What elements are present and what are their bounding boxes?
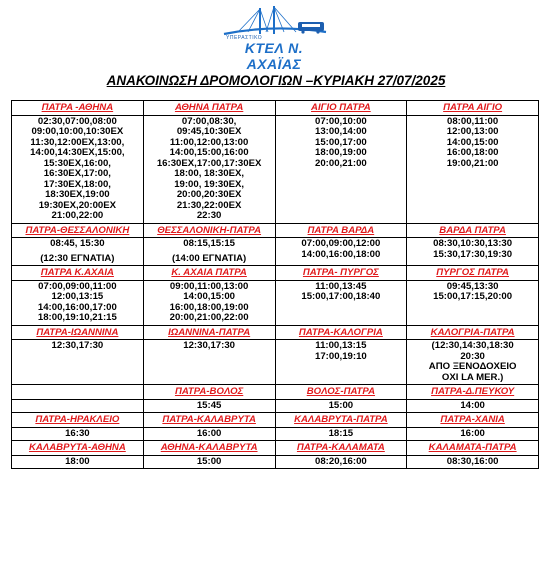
departure-time-line: 18:00 bbox=[65, 455, 90, 467]
route-header-row bbox=[12, 413, 539, 428]
departure-time-line: 08:45, 15:30 bbox=[50, 238, 105, 249]
departure-time-line: 14:00,16:00,18:00 bbox=[301, 248, 381, 260]
departure-time-line: 20:30 bbox=[460, 350, 485, 362]
departure-time-line: 07:00,09:00,12:00 bbox=[301, 238, 381, 249]
departure-time-line: 15:30ΕΧ,16:00, bbox=[43, 157, 111, 169]
route-name: ΠΑΤΡΑ-ΗΡΑΚΛΕΙΟ bbox=[12, 413, 144, 428]
departure-time-line: 14:00,15:00 bbox=[446, 136, 499, 148]
departure-times-cell bbox=[407, 238, 539, 266]
departure-time-line: 08:30,10:30,13:30 bbox=[433, 238, 513, 249]
departure-time-line: 08:15,15:15 bbox=[183, 238, 235, 249]
departure-times-row bbox=[12, 238, 539, 266]
departure-times-row bbox=[12, 455, 539, 469]
departure-time-line: 15:00 bbox=[196, 455, 222, 467]
route-name: ΚΑΛΟΓΡΙΑ-ΠΑΤΡΑ bbox=[407, 325, 539, 340]
departure-times-cell bbox=[143, 280, 275, 325]
announcement-title: ΑΝΑΚΟΙΝΩΣΗ ΔΡΟΜΟΛΟΓΙΩΝ –ΚΥΡΙΑΚΗ 27/07/2025 bbox=[106, 73, 446, 88]
departure-times-cell bbox=[12, 340, 144, 385]
brand-name: ΚΤΕΛ Ν. ΑΧΑΪΑΣ bbox=[244, 40, 304, 72]
departure-time-line: (14:00 ΕΓΝΑΤΙΑ) bbox=[171, 252, 247, 264]
departure-time-line: 15:00 bbox=[328, 399, 354, 411]
route-header-row bbox=[12, 385, 539, 400]
departure-time-line: 16:00,18:00 bbox=[446, 147, 499, 158]
route-name: ΠΑΤΡΑ-ΚΑΛΑΜΑΤΑ bbox=[275, 441, 407, 456]
departure-time-line: 16:00 bbox=[460, 427, 485, 439]
departure-time-line: 16:00 bbox=[196, 427, 222, 439]
departure-times-cell bbox=[143, 340, 275, 385]
route-name: ΘΕΣΣΑΛΟΝΙΚΗ-ΠΑΤΡΑ bbox=[143, 223, 275, 238]
departure-times-cell bbox=[275, 280, 407, 325]
route-name: ΠΑΤΡΑ-ΧΑΝΙΑ bbox=[407, 413, 539, 428]
departure-time-line: 19:30ΕΧ,20:00ΕΧ bbox=[38, 199, 117, 211]
departure-time-line: 09:00,10:00,10:30ΕΧ bbox=[31, 126, 124, 137]
departure-time-line: 07:00,08:30, bbox=[181, 115, 237, 127]
departure-time-line: 14:00,15:00 bbox=[183, 291, 235, 302]
route-name: ΑΘΗΝΑ-ΚΑΛΑΒΡΥΤΑ bbox=[143, 441, 275, 456]
departure-time-line: 20:00,21:00 bbox=[315, 157, 367, 169]
departure-time-line: 09:45,13:30 bbox=[446, 280, 499, 292]
route-name: ΙΩΑΝΝΙΝΑ-ΠΑΤΡΑ bbox=[143, 325, 275, 340]
departure-time-line: 22:30 bbox=[196, 210, 222, 221]
departure-time-line: 19:00, 19:30ΕΧ, bbox=[174, 178, 245, 190]
route-name bbox=[12, 385, 144, 400]
departure-time-line: (12:30,14:30,18:30 bbox=[431, 340, 514, 351]
departure-time-line: 11:00,13:45 bbox=[315, 280, 367, 292]
departure-time-line: 15:00,17:15,20:00 bbox=[433, 291, 513, 302]
departure-time-line: 08:00,11:00 bbox=[447, 115, 499, 127]
departure-times-row bbox=[12, 399, 539, 413]
brand-small-text: ΥΠΕΡΑΣΤΙΚΟ bbox=[226, 35, 263, 41]
route-name: ΠΑΤΡΑ ΑΙΓΙΟ bbox=[407, 101, 539, 116]
route-header-row bbox=[12, 223, 539, 238]
departure-times-row bbox=[12, 115, 539, 223]
departure-times-cell bbox=[407, 455, 539, 469]
departure-times-cell bbox=[12, 115, 144, 223]
route-name: ΠΑΤΡΑ-ΚΑΛΑΒΡΥΤΑ bbox=[143, 413, 275, 428]
route-name: ΚΑΛΑΜΑΤΑ-ΠΑΤΡΑ bbox=[407, 441, 539, 456]
departure-time-line: 11:00,12:00,13:00 bbox=[169, 136, 249, 148]
departure-time-line: 12:00,13:15 bbox=[51, 291, 104, 302]
departure-times-row bbox=[12, 427, 539, 441]
departure-times-cell bbox=[12, 455, 144, 469]
route-name: ΑΙΓΙΟ ΠΑΤΡΑ bbox=[275, 101, 407, 116]
ktel-logo bbox=[218, 4, 330, 72]
departure-time-line: 18:30ΕΧ,19:00 bbox=[45, 189, 110, 200]
departure-time-line: 02:30,07:00,08:00 bbox=[37, 115, 117, 127]
route-name: ΚΑΛΑΒΡΥΤΑ-ΑΘΗΝΑ bbox=[12, 441, 144, 456]
route-name: ΒΟΛΟΣ-ΠΑΤΡΑ bbox=[275, 385, 407, 400]
departure-time-line: 09:45,10:30ΕΧ bbox=[176, 126, 242, 137]
departure-time-line: 11:00,13:15 bbox=[315, 340, 367, 351]
departure-times-row bbox=[12, 340, 539, 385]
departure-time-line: 21:30,22:00ΕΧ bbox=[176, 199, 242, 211]
route-name: ΑΘΗΝΑ ΠΑΤΡΑ bbox=[143, 101, 275, 116]
departure-time-line: 14:00,14:30ΕΧ,15:00, bbox=[30, 147, 125, 158]
route-name: ΠΑΤΡΑ-ΒΟΛΟΣ bbox=[143, 385, 275, 400]
departure-time-line: 07:00,09:00,11:00 bbox=[38, 280, 117, 292]
departure-time-line: 14:00 bbox=[460, 399, 485, 411]
route-name: ΠΑΤΡΑ- ΠΥΡΓΟΣ bbox=[275, 266, 407, 281]
departure-time-line: 12:30,17:30 bbox=[183, 340, 235, 351]
route-header-row bbox=[12, 441, 539, 456]
departure-time-line: ΑΠΟ ΞΕΝΟΔΟΧΕΙΟ bbox=[428, 361, 517, 372]
route-name: ΠΑΤΡΑ ΒΑΡΔΑ bbox=[275, 223, 407, 238]
schedule-table bbox=[11, 100, 539, 469]
departure-times-cell bbox=[143, 399, 275, 413]
departure-time-line: 18:00,19:00 bbox=[315, 147, 367, 158]
route-name: ΠΑΤΡΑ-ΚΑΛΟΓΡΙΑ bbox=[275, 325, 407, 340]
route-name: ΚΑΛΑΒΡΥΤΑ-ΠΑΤΡΑ bbox=[275, 413, 407, 428]
departure-times-cell bbox=[407, 280, 539, 325]
route-header-row bbox=[12, 266, 539, 281]
departure-times-cell bbox=[143, 238, 275, 266]
departure-time-line: 19:00,21:00 bbox=[446, 157, 499, 169]
departure-times-cell bbox=[12, 399, 144, 413]
departure-times-cell bbox=[12, 427, 144, 441]
departure-time-line: 18:00,19:10,21:15 bbox=[37, 312, 117, 323]
departure-time-line: 15:00,17:00,18:40 bbox=[301, 291, 381, 302]
departure-times-cell bbox=[12, 238, 144, 266]
departure-time-line: OXI LA MER.) bbox=[441, 371, 504, 383]
departure-time-line: 16:30ΕΧ,17:00,17:30ΕΧ bbox=[156, 157, 262, 169]
departure-time-line: 20:00,20:30ΕΧ bbox=[176, 189, 242, 200]
route-header-row bbox=[12, 325, 539, 340]
departure-time-line: 15:00,17:00 bbox=[315, 136, 367, 148]
departure-time-line: 18:15 bbox=[328, 427, 354, 439]
departure-times-cell bbox=[275, 115, 407, 223]
departure-times-cell bbox=[143, 427, 275, 441]
route-name: Κ. ΑΧΑΙΑ ΠΑΤΡΑ bbox=[143, 266, 275, 281]
departure-time-line: 14:00,16:00,17:00 bbox=[37, 301, 117, 313]
departure-time-line: 11:30,12:00ΕΧ,13:00, bbox=[30, 136, 125, 148]
route-name: ΠΑΤΡΑ-ΙΩΑΝΝΙΝΑ bbox=[12, 325, 144, 340]
route-name: ΠΥΡΓΟΣ ΠΑΤΡΑ bbox=[407, 266, 539, 281]
departure-time-line: 18:00, 18:30ΕΧ, bbox=[174, 168, 245, 179]
departure-times-row bbox=[12, 280, 539, 325]
departure-times-cell bbox=[12, 280, 144, 325]
departure-times-cell bbox=[275, 427, 407, 441]
departure-time-line: 12:00,13:00 bbox=[446, 126, 499, 137]
departure-time-line: 17:00,19:10 bbox=[315, 350, 367, 362]
departure-time-line: 07:00,10:00 bbox=[315, 115, 367, 127]
departure-time-line: 09:00,11:00,13:00 bbox=[169, 280, 249, 292]
route-name: ΠΑΤΡΑ-ΘΕΣΣΑΛΟΝΙΚΗ bbox=[12, 223, 144, 238]
departure-time-line: 16:30ΕΧ,17:00, bbox=[43, 168, 111, 179]
departure-times-cell bbox=[407, 115, 539, 223]
departure-time-line: 20:00,21:00,22:00 bbox=[169, 312, 249, 323]
departure-times-cell bbox=[143, 455, 275, 469]
departure-time-line: 15:30,17:30,19:30 bbox=[433, 248, 513, 260]
departure-time-line: (12:30 ΕΓΝΑΤΙΑ) bbox=[40, 252, 115, 264]
route-name: ΠΑΤΡΑ-Δ.ΠΕΥΚΟΥ bbox=[407, 385, 539, 400]
departure-time-line: 13:00,14:00 bbox=[315, 126, 367, 137]
route-name: ΒΑΡΔΑ ΠΑΤΡΑ bbox=[407, 223, 539, 238]
departure-time-line: 16:00,18:00,19:00 bbox=[169, 301, 249, 313]
departure-times-cell bbox=[143, 115, 275, 223]
departure-time-line: 17:30ΕΧ,18:00, bbox=[43, 178, 111, 190]
departure-times-cell bbox=[275, 340, 407, 385]
departure-times-cell bbox=[275, 399, 407, 413]
departure-times-cell bbox=[407, 427, 539, 441]
departure-times-cell bbox=[407, 340, 539, 385]
departure-time-line: 08:30,16:00 bbox=[446, 455, 499, 467]
route-name: ΠΑΤΡΑ Κ.ΑΧΑΙΑ bbox=[12, 266, 144, 281]
route-name: ΠΑΤΡΑ -ΑΘΗΝΑ bbox=[12, 101, 144, 116]
route-header-row bbox=[12, 101, 539, 116]
departure-times-cell bbox=[275, 238, 407, 266]
departure-time-line bbox=[14, 401, 141, 412]
departure-time-line: 15:45 bbox=[196, 399, 222, 411]
departure-time-line: 14:00,15:00,16:00 bbox=[169, 147, 249, 158]
departure-time-line: 21:00,22:00 bbox=[51, 210, 104, 221]
departure-times-cell bbox=[407, 399, 539, 413]
departure-time-line: 08:20,16:00 bbox=[315, 455, 367, 467]
departure-time-line: 16:30 bbox=[65, 427, 90, 439]
departure-times-cell bbox=[275, 455, 407, 469]
departure-time-line: 12:30,17:30 bbox=[51, 340, 104, 351]
